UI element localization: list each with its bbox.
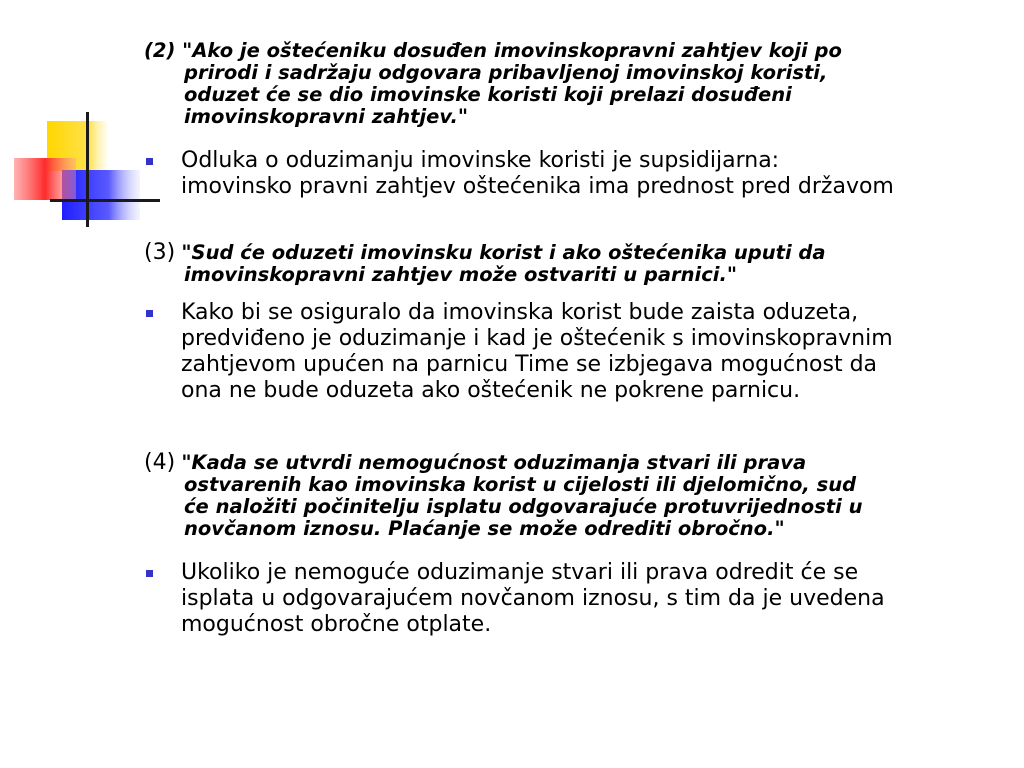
- paragraph-number: (3): [144, 240, 176, 265]
- quote-line: (2) "Ako je oštećeniku dosuđen imovinskopravni zahtjev koji po: [144, 39, 842, 62]
- bullet-line: isplata u odgovarajućem novčanom iznosu, s tim da je uvedena: [181, 586, 885, 611]
- bullet-line: predviđeno je oduzimanje i kad je oštećenik s imovinskopravnim: [181, 326, 893, 351]
- bullet-line: imovinsko pravni zahtjev oštećenika ima prednost pred državom: [181, 174, 894, 199]
- bullet-item-2: [144, 300, 1004, 404]
- bullet-line: Odluka o oduzimanju imovinske koristi je supsidijarna:: [181, 148, 780, 173]
- bullet-line: Kako bi se osiguralo da imovinska korist bude zaista oduzeta,: [181, 300, 859, 325]
- quote-line: ostvarenih kao imovinska korist u cijelosti ili djelomično, sud: [184, 473, 857, 496]
- quote-line: "Sud će oduzeti imovinsku korist i ako oštećenika uputi da: [181, 241, 826, 264]
- paragraph-number: (4): [144, 450, 176, 475]
- quote-line: oduzet će se dio imovinske koristi koji prelazi dosuđeni: [184, 83, 792, 106]
- bullet-line: Ukoliko je nemoguće oduzimanje stvari ili prava odredit će se: [181, 560, 859, 585]
- bullet-square-icon: [146, 570, 153, 577]
- paragraph-2-quote: [144, 40, 1004, 128]
- quote-line: "Kada se utvrdi nemogućnost oduzimanja stvari ili prava: [181, 451, 807, 474]
- bullet-line: zahtjevom upućen na parnicu Time se izbjegava mogućnost da: [181, 352, 878, 377]
- paragraph-3-quote: [144, 242, 1004, 286]
- quote-line: imovinskopravni zahtjev.": [184, 105, 469, 128]
- paragraph-4-quote: [144, 452, 1004, 540]
- bullet-line: mogućnost obročne otplate.: [181, 612, 492, 637]
- quote-line: prirodi i sadržaju odgovara pribavljenoj imovinskoj koristi,: [184, 61, 828, 84]
- quote-line: novčanom iznosu. Plaćanje se može odrediti obročno.": [184, 517, 785, 540]
- quote-line: će naložiti počinitelju isplatu odgovarajuće protuvrijednosti u: [184, 495, 863, 518]
- quote-line: imovinskopravni zahtjev može ostvariti u parnici.": [184, 263, 738, 286]
- bullet-item-1: [144, 148, 1004, 200]
- bullet-item-3: [144, 560, 1004, 638]
- bullet-square-icon: [146, 158, 153, 165]
- bullet-line: ona ne bude oduzeta ako oštećenik ne pokrene parnicu.: [181, 378, 801, 403]
- bullet-square-icon: [146, 310, 153, 317]
